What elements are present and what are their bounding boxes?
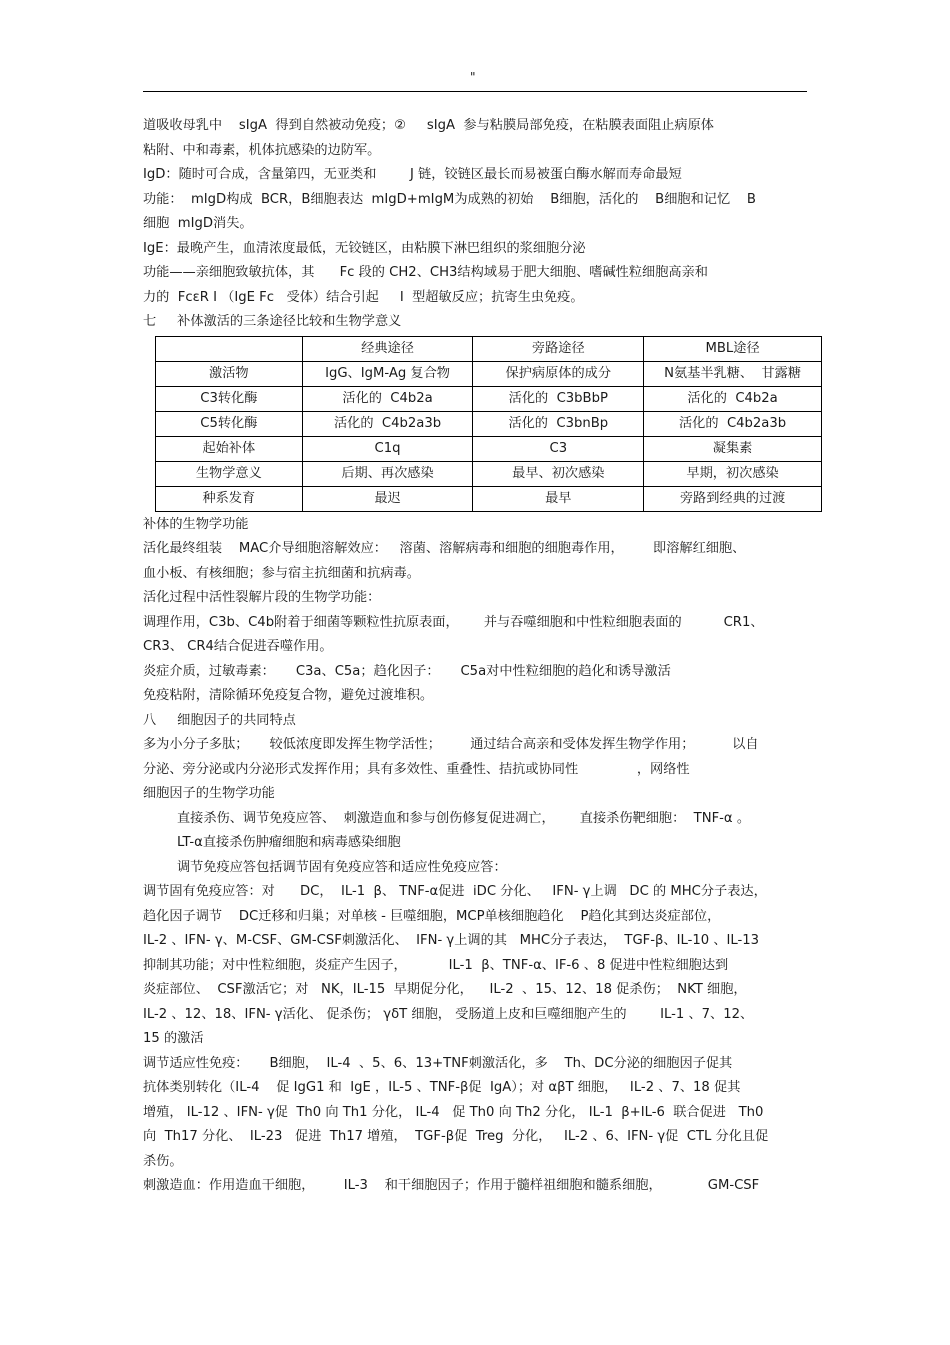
table-cell: 活化的 C4b2a xyxy=(644,386,822,411)
table-cell: 经典途径 xyxy=(302,336,473,361)
text-line: 免疫粘附，清除循环免疫复合物，避免过渡堆积。 xyxy=(143,688,434,703)
text-line: 八 细胞因子的共同特点 xyxy=(143,712,296,728)
table-cell xyxy=(156,336,303,361)
text-line: LT-α直接杀伤肿瘤细胞和病毒感染细胞 xyxy=(177,835,401,850)
table-cell: C3 xyxy=(473,436,644,461)
text-line: 刺激造血：作用造血干细胞， IL-3 和干细胞因子；作用于髓样祖细胞和髓系细胞， GM-CSF xyxy=(143,1178,760,1193)
text-line: 趋化因子调节 DC迁移和归巢；对单核 - 巨噬细胞，MCP单核细胞趋化 P趋化其到达炎症部位， xyxy=(143,908,721,924)
text-line: 活化最终组装 MAC介导细胞溶解效应： 溶菌、溶解病毒和细胞的细胞毒作用， 即溶解红细胞、 xyxy=(143,541,746,556)
text-line: CR3、 CR4结合促进吞噬作用。 xyxy=(143,639,333,654)
text-line: 细胞 mIgD消失。 xyxy=(143,216,253,231)
text-line: 血小板、有核细胞；参与宿主抗细菌和抗病毒。 xyxy=(143,565,420,581)
table-cell: C1q xyxy=(302,436,473,461)
table-row xyxy=(156,411,822,436)
table-cell: 活化的 C4b2a3b xyxy=(302,411,473,436)
text-line: 分泌、旁分泌或内分泌形式发挥作用；具有多效性、重叠性、拮抗或协同性 ，网络性 xyxy=(143,761,690,777)
table-cell: 生物学意义 xyxy=(156,461,303,486)
text-line: 细胞因子的生物学功能 xyxy=(143,786,275,801)
table-cell: 早期，初次感染 xyxy=(644,461,822,486)
document-body xyxy=(143,114,823,1199)
table-cell: 旁路到经典的过渡 xyxy=(644,486,822,511)
table-cell: 旁路途径 xyxy=(473,336,644,361)
text-line: 活化过程中活性裂解片段的生物学功能： xyxy=(143,590,381,605)
text-line: 多为小分子多肽； 较低浓度即发挥生物学活性； 通过结合高亲和受体发挥生物学作用； 以自 xyxy=(143,737,759,752)
text-line: 增殖， IL-12 、IFN- γ促 Th0 向 Th1 分化， IL-4 促 Th0 向 Th2 分化， IL-1 β+IL-6 联合促进 Th0 xyxy=(143,1104,764,1120)
table-cell: 保护病原体的成分 xyxy=(473,361,644,386)
table-row xyxy=(156,361,822,386)
table-cell: 起始补体 xyxy=(156,436,303,461)
table-cell: 最早、初次感染 xyxy=(473,461,644,486)
table-cell: 后期、再次感染 xyxy=(302,461,473,486)
text-line: 向 Th17 分化、 IL-23 促进 Th17 增殖， TGF-β促 Treg 分化， IL-2 、6、IFN- γ促 CTL 分化且促 xyxy=(143,1129,769,1144)
text-line: 调节免疫应答包括调节固有免疫应答和适应性免疫应答： xyxy=(177,859,507,875)
table-cell: MBL途径 xyxy=(644,336,822,361)
table-cell: 最迟 xyxy=(302,486,473,511)
text-line: 抑制其功能；对中性粒细胞，炎症产生因子， IL-1 β、TNF-α、IF-6 、8 促进中性粒细胞达到 xyxy=(143,957,729,973)
table-row xyxy=(156,386,822,411)
text-line: 功能： mIgD构成 BCR，B细胞表达 mIgD+mIgM为成熟的初始 B细胞，活化的 B细胞和记忆 B xyxy=(143,191,756,207)
text-line: IL-2 、12、18、IFN- γ活化、 促杀伤； γδT 细胞， 受肠道上皮和巨噬细胞产生的 IL-1 、7、12、 xyxy=(143,1006,754,1022)
text-line: 15 的激活 xyxy=(143,1031,204,1046)
header-mark: " xyxy=(470,70,476,84)
table-cell: 活化的 C3bnBp xyxy=(473,411,644,436)
text-line: 杀伤。 xyxy=(143,1153,183,1169)
table-row xyxy=(156,486,822,511)
header-rule xyxy=(143,91,807,92)
table-cell: 激活物 xyxy=(156,361,303,386)
text-line: 补体的生物学功能 xyxy=(143,516,249,532)
text-line: 功能——亲细胞致敏抗体，其 Fc 段的 CH2、CH3结构域易于肥大细胞、嗜碱性粒细胞高亲和 xyxy=(143,265,708,280)
table-cell: 凝集素 xyxy=(644,436,822,461)
text-line: 调节适应性免疫： B细胞， IL-4 、5、6、13+TNF刺激活化，多 Th、DC分泌的细胞因子促其 xyxy=(143,1055,733,1071)
table-cell: 活化的 C4b2a3b xyxy=(644,411,822,436)
table-cell: C5转化酶 xyxy=(156,411,303,436)
complement-pathway-table xyxy=(155,336,822,512)
text-line: 粘附、中和毒素，机体抗感染的边防军。 xyxy=(143,142,381,158)
text-line: 七 补体激活的三条途径比较和生物学意义 xyxy=(143,314,402,329)
text-line: IL-2 、IFN- γ、M-CSF、GM-CSF刺激活化、 IFN- γ上调的其 MHC分子表达， TGF-β、IL-10 、IL-13 xyxy=(143,933,760,948)
text-line: 力的 FcεR I （IgE Fc 受体）结合引起 I 型超敏反应；抗寄生虫免疫。 xyxy=(143,289,584,305)
table-row xyxy=(156,436,822,461)
table-cell: 种系发育 xyxy=(156,486,303,511)
text-line: 炎症介质，过敏毒素： C3a、C5a；趋化因子： C5a对中性粒细胞的趋化和诱导激活 xyxy=(143,663,671,679)
table-cell: 活化的 C4b2a xyxy=(302,386,473,411)
table-row xyxy=(156,461,822,486)
table-cell: N氨基半乳糖、 甘露糖 xyxy=(644,361,822,386)
text-line: IgD：随时可合成，含量第四，无亚类和 J 链，铰链区最长而易被蛋白酶水解而寿命最短 xyxy=(143,167,682,182)
text-line: 调理作用，C3b、C4b附着于细菌等颗粒性抗原表面， 并与吞噬细胞和中性粒细胞表面的 CR1、 xyxy=(143,614,764,630)
top-paragraphs xyxy=(143,114,823,335)
text-line: IgE：最晚产生，血清浓度最低，无铰链区，由粘膜下淋巴组织的浆细胞分泌 xyxy=(143,240,586,256)
table-header-row xyxy=(156,336,822,361)
table-cell: IgG、IgM-Ag 复合物 xyxy=(302,361,473,386)
text-line: 直接杀伤、调节免疫应答、 刺激造血和参与创伤修复促进凋亡， 直接杀伤靶细胞： TNF-α 。 xyxy=(177,810,751,826)
text-line: 炎症部位、 CSF激活它；对 NK，IL-15 早期促分化， IL-2 、15、12、18 促杀伤； NKT 细胞， xyxy=(143,982,747,997)
text-line: 抗体类别转化（IL-4 促 IgG1 和 IgE ，IL-5 、TNF-β促 IgA）；对 αβT 细胞， IL-2 、7、18 促其 xyxy=(143,1080,741,1095)
text-line: 调节固有免疫应答：对 DC， IL-1 β、 TNF-α促进 iDC 分化、 IFN- γ上调 DC 的 MHC分子表达， xyxy=(143,884,767,899)
table-cell: 最早 xyxy=(473,486,644,511)
text-line: 道吸收母乳中 sIgA 得到自然被动免疫；② sIgA 参与粘膜局部免疫，在粘膜表面阻止病原体 xyxy=(143,118,714,133)
table-cell: C3转化酶 xyxy=(156,386,303,411)
table-cell: 活化的 C3bBbP xyxy=(473,386,644,411)
bottom-paragraphs xyxy=(143,513,823,1199)
